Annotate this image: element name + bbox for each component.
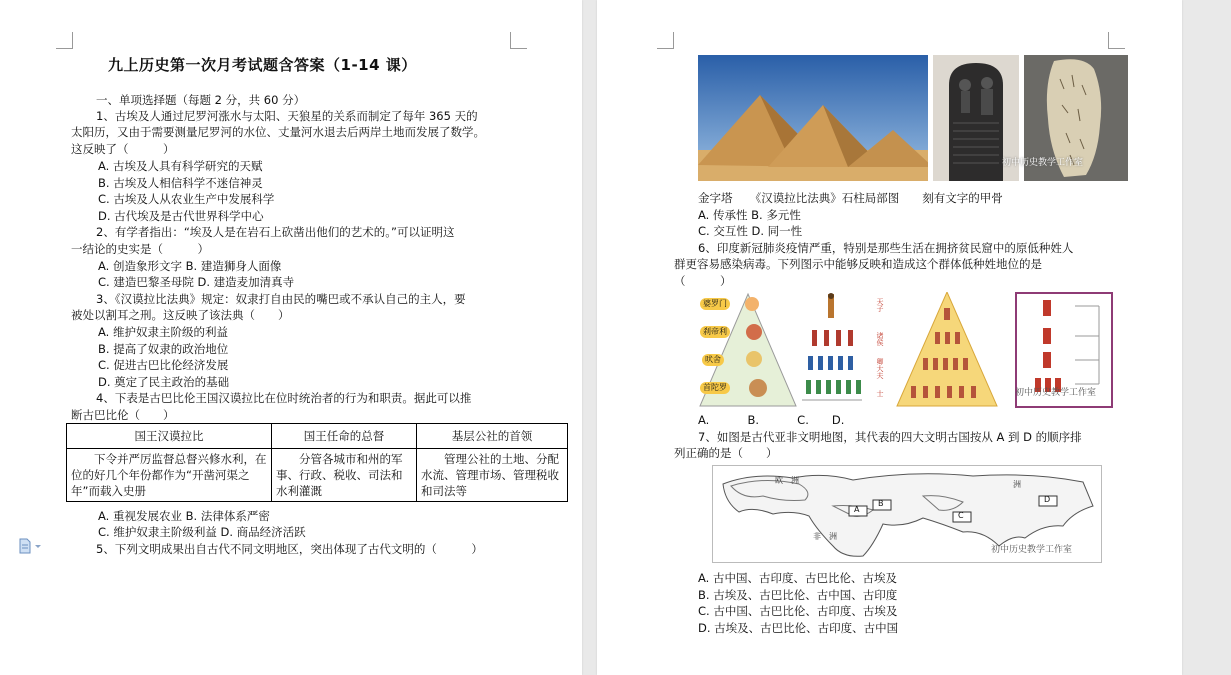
question-4-options-ab: A. 重视发展农业 B. 法律体系严密 (98, 509, 270, 523)
question-1-line3: 这反映了（ ） (71, 142, 175, 156)
question-1-option-b: B. 古埃及人相信科学不迷信神灵 (98, 176, 263, 190)
table-header: 基层公社的首领 (417, 424, 568, 449)
map-marker-a: A (854, 505, 860, 514)
question-2-line1: 2、有学者指出：“埃及人是在岩石上砍凿出他们的艺术的。”可以证明这 (96, 225, 455, 239)
question-3-option-a: A. 维护奴隶主阶级的利益 (98, 325, 228, 339)
hierarchy-label-shi: 士 (876, 390, 884, 397)
pyramid-photo (698, 55, 928, 181)
caste-label-kshatriya: 刹帝利 (700, 326, 730, 338)
table-cell: 管理公社的土地、分配水流、管理市场、管理税收和司法等 (417, 449, 568, 502)
question-7-option-b: B. 古埃及、古巴比伦、古中国、古印度 (698, 588, 898, 602)
question-5-line1: 5、下列文明成果出自古代不同文明地区，突出体现了古代文明的（ ） (96, 542, 483, 556)
question-7-line1: 7、如图是古代亚非文明地图，其代表的四大文明古国按从 A 到 D 的顺序排 (698, 430, 1082, 444)
margin-corner-marker (510, 32, 527, 49)
question-4-line2: 断古巴比伦（ ） (71, 408, 175, 422)
map-marker-c: C (958, 511, 964, 520)
document-page-left (0, 0, 582, 675)
table-header-row (67, 424, 568, 449)
image-captions: 金字塔 《汉谟拉比法典》石柱局部图 刻有文字的甲骨 (698, 191, 1003, 205)
table-header: 国王任命的总督 (272, 424, 417, 449)
question-2-line2: 一结论的史实是（ ） (71, 242, 209, 256)
question-5-options-cd: C. 交互性 D. 同一性 (698, 224, 803, 238)
question-6-line2: 群更容易感染病毒。下列图示中能够反映和造成这个群体低种姓地位的是 (674, 257, 1042, 271)
question-7-option-c: C. 古中国、古巴比伦、古印度、古埃及 (698, 604, 898, 618)
question-3-line1: 3、《汉谟拉比法典》规定：奴隶打自由民的嘴巴或不承认自己的主人，要 (96, 292, 466, 306)
question-3-option-d: D. 奠定了民主政治的基础 (98, 375, 230, 389)
table-cell: 下令并严厉监督总督兴修水利，在位的好几个年份都作为“开凿河渠之年”而载入史册 (67, 449, 272, 502)
question-5-options-ab: A. 传承性 B. 多元性 (698, 208, 801, 222)
watermark-text: 初中历史教学工作室 (991, 545, 1073, 555)
question-1-option-d: D. 古代埃及是古代世界科学中心 (98, 209, 264, 223)
margin-corner-marker (56, 32, 73, 49)
section-heading: 一、单项选择题（每题 2 分，共 60 分） (96, 93, 306, 107)
map-label-europe: 欧 洲 (775, 476, 799, 485)
ancient-civilizations-map (712, 465, 1102, 563)
question-1-line1: 1、古埃及人通过尼罗河涨水与太阳、天狼星的关系而制定了每年 365 天的 (96, 109, 478, 123)
question-4-options-cd: C. 维护奴隶主阶级利益 D. 商品经济活跃 (98, 525, 306, 539)
caste-label-shudra: 首陀罗 (700, 382, 730, 394)
question-1-line2: 太阳历，又由于需要测量尼罗河的水位、丈量河水退去后两岸土地而发展了数学。 (71, 125, 485, 139)
hierarchy-label-qingdafu: 卿大夫 (876, 358, 884, 379)
table-row (67, 449, 568, 502)
question-3-option-b: B. 提高了奴隶的政治地位 (98, 342, 229, 356)
hierarchy-label-zhuhou: 诸侯 (876, 332, 884, 346)
hierarchy-label-tianzi: 天子 (876, 298, 884, 312)
question-1-option-c: C. 古埃及人从农业生产中发展科学 (98, 192, 275, 206)
question-6-option-letters: A. B. C. D. (698, 413, 845, 427)
margin-corner-marker (657, 32, 674, 49)
map-label-asia: 洲 (1013, 480, 1021, 489)
question-7-option-d: D. 古埃及、古巴比伦、古印度、古中国 (698, 621, 899, 635)
question-6-line3: （ ） (674, 274, 732, 288)
question-7-option-a: A. 古中国、古印度、古巴比伦、古埃及 (698, 571, 897, 585)
question-4-table (66, 423, 568, 502)
caste-label-brahmin: 婆罗门 (700, 298, 730, 310)
question-6-line1: 6、印度新冠肺炎疫情严重，特别是那些生活在拥挤贫民窟中的原低种姓人 (698, 241, 1074, 255)
table-cell: 分管各城市和州的军事、行政、税收、司法和水利灌溉 (272, 449, 417, 502)
map-label-africa: 非 洲 (813, 532, 837, 541)
table-header: 国王汉谟拉比 (67, 424, 272, 449)
option-a-caste-pyramid (698, 292, 798, 408)
watermark-text: 初中历史教学工作室 (1002, 158, 1084, 168)
document-page-right (597, 0, 1182, 675)
watermark-text: 初中历史教学工作室 (1015, 388, 1097, 398)
map-marker-b: B (878, 499, 884, 508)
page-title: 九上历史第一次月考试题含答案（1-14 课） (108, 56, 417, 74)
question-3-line2: 被处以割耳之刑。这反映了该法典（ ） (71, 308, 290, 322)
question-2-options-ab: A. 创造象形文字 B. 建造狮身人面像 (98, 259, 282, 273)
question-7-line2: 列正确的是（ ） (674, 446, 778, 460)
caste-label-vaishya: 吠舍 (702, 354, 724, 366)
margin-corner-marker (1108, 32, 1125, 49)
option-b-hierarchy-figures (802, 292, 862, 408)
question-2-options-cd: C. 建造巴黎圣母院 D. 建造麦加清真寺 (98, 275, 295, 289)
question-4-line1: 4、下表是古巴比伦王国汉谟拉比在位时统治者的行为和职责。据此可以推 (96, 391, 472, 405)
document-icon[interactable] (18, 538, 42, 554)
question-1-option-a: A. 古埃及人具有科学研究的天赋 (98, 159, 263, 173)
question-3-option-c: C. 促进古巴比伦经济发展 (98, 358, 229, 372)
map-marker-d: D (1044, 495, 1051, 504)
option-c-zhou-hierarchy (867, 292, 1007, 408)
